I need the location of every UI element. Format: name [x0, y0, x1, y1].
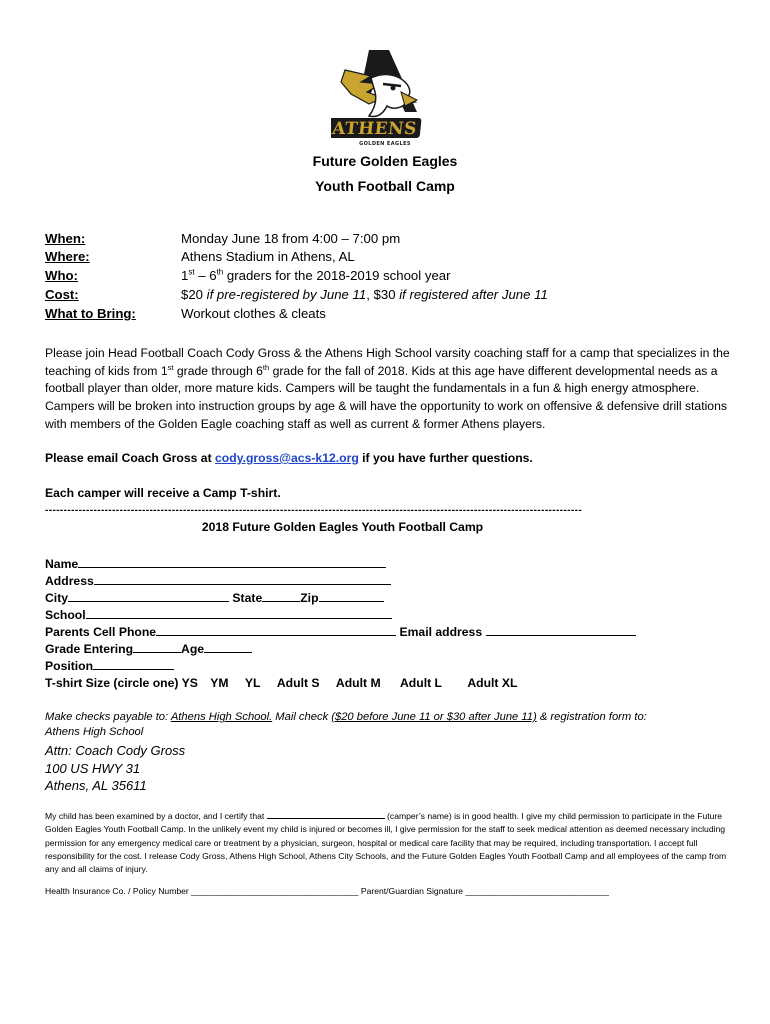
form-address-row: [45, 572, 391, 589]
payment-instructions: [45, 711, 735, 723]
page-title-line1: Future Golden Eagles: [312, 153, 458, 169]
logo-wordmark: [331, 118, 422, 147]
tshirt-note: Each camper will receive a Camp T-shirt.: [45, 486, 281, 500]
who-text-1: 1: [181, 268, 189, 283]
state-label: State: [232, 591, 263, 605]
name-label: Name: [45, 557, 79, 571]
description-sup-2: th: [262, 362, 270, 372]
info-who-row: [45, 267, 451, 285]
payment-amount: ($20 before June 11 or $30 after June 11): [331, 711, 537, 723]
payment-text-3: & registration form to:: [536, 711, 647, 723]
age-label: Age: [181, 642, 205, 656]
grade-entering-field[interactable]: [133, 640, 181, 653]
name-field[interactable]: [78, 555, 386, 568]
page-title-line2: Youth Football Camp: [315, 178, 455, 194]
position-field[interactable]: [93, 657, 174, 670]
payment-school: Athens High School: [45, 726, 144, 738]
info-bring-row: [45, 305, 326, 323]
parents-phone-field[interactable]: [156, 623, 396, 636]
bring-label: What to Bring:: [45, 306, 136, 321]
mailing-address: [45, 742, 185, 795]
form-position-row: [45, 657, 174, 674]
payment-payee: Athens High School.: [170, 711, 273, 723]
contact-suffix: if you have further questions.: [358, 451, 533, 465]
email-address-field[interactable]: [486, 623, 636, 636]
bring-value: Workout clothes & cleats: [181, 306, 326, 321]
size-option-adult-l[interactable]: Adult L: [400, 676, 442, 690]
contact-prefix: Please email Coach Gross at: [45, 451, 216, 465]
waiver-text-1: My child has been examined by a doctor, and I certify that: [45, 811, 267, 821]
guardian-signature-field[interactable]: ______________________________: [465, 886, 609, 896]
cost-label: Cost:: [45, 287, 79, 302]
address-line-1: Attn: Coach Cody Gross: [45, 743, 186, 758]
where-value: Athens Stadium in Athens, AL: [181, 249, 355, 264]
cost-text-4: if registered after June 11: [399, 287, 548, 302]
cost-text-3: , $30: [366, 287, 400, 302]
guardian-signature-label: Parent/Guardian Signature: [360, 886, 464, 896]
camper-name-field[interactable]: [267, 810, 385, 819]
form-phone-row: [45, 623, 636, 640]
when-label: When:: [45, 231, 86, 246]
info-cost-row: [45, 286, 548, 304]
where-label: Where:: [45, 249, 90, 264]
form-tshirt-row: [45, 675, 517, 692]
position-label: Position: [45, 659, 94, 673]
size-option-yl[interactable]: YL: [244, 676, 261, 690]
who-text-2: – 6: [194, 268, 217, 283]
info-where-row: [45, 248, 355, 266]
tear-off-divider: ------------------------------------------------------------------------------------------------------------------------------------------------: [45, 506, 583, 516]
school-field[interactable]: [86, 606, 392, 619]
description-text-2: grade through 6: [173, 363, 263, 378]
payment-text-2: Mail check: [272, 711, 332, 723]
cost-value: [181, 286, 548, 304]
who-sup-st: st: [188, 267, 195, 277]
signature-row: [45, 886, 609, 896]
grade-entering-label: Grade Entering: [45, 642, 134, 656]
address-field[interactable]: [94, 572, 391, 585]
logo-subtext: GOLDEN EAGLES: [359, 141, 411, 147]
parents-phone-label: Parents Cell Phone: [45, 625, 157, 639]
size-option-adult-xl[interactable]: Adult XL: [467, 676, 518, 690]
description-text-1: Please join Head Football Coach Cody Gross & the Athens High School varsity coaching staff for a camp that specializes in the teaching of kids from 1: [45, 346, 730, 378]
description-paragraph: [45, 345, 735, 434]
contact-line: [45, 451, 533, 465]
athens-eagle-logo: [331, 48, 433, 148]
form-city-row: [45, 589, 384, 606]
city-label: City: [45, 591, 69, 605]
medical-waiver: [45, 810, 735, 876]
logo-wordmark-text: ATHENS: [331, 119, 418, 139]
coach-email-link[interactable]: cody.gross@acs-k12.org: [215, 451, 359, 465]
who-value: [181, 267, 451, 285]
form-grade-row: [45, 640, 252, 657]
when-value: Monday June 18 from 4:00 – 7:00 pm: [181, 231, 401, 246]
state-field[interactable]: [262, 589, 300, 602]
address-line-3: Athens, AL 35611: [45, 778, 147, 794]
form-school-row: [45, 606, 392, 623]
age-field[interactable]: [204, 640, 252, 653]
address-line-2: 100 US HWY 31: [45, 760, 141, 776]
info-when-row: [45, 230, 400, 248]
cost-text-1: $20: [181, 287, 207, 302]
insurance-field[interactable]: ___________________________________: [191, 886, 359, 896]
form-name-row: [45, 555, 386, 572]
zip-field[interactable]: [319, 589, 384, 602]
size-option-adult-s[interactable]: Adult S: [276, 676, 320, 690]
registration-form-title: 2018 Future Golden Eagles Youth Football Camp: [201, 520, 484, 534]
cost-text-2: if pre-registered by June 11: [206, 287, 367, 302]
payment-text-1: Make checks payable to:: [45, 711, 171, 723]
description-sup-1: st: [167, 362, 174, 372]
waiver-text-2: (camper’s name) is in good health. I give my child permission to participate in the Future Golden Eagles Youth Football Camp. In the unlikely event my child is injured or becomes ill, I give permission for the staff to seek medical attention as deemed necessary including permission for any emergency medical care or treatment by a physician, surgeon, hospital or medical care facility that may be required, including transportation. I accept full responsibility for the cost. I release Cody Gross, Athens High School, Athens City Schools, and the Future Golden Eagles Youth Football Camp and all employees of the camp from any and all claims of injury.: [45, 811, 727, 875]
size-option-adult-m[interactable]: Adult M: [335, 676, 381, 690]
description-text-3: grade for the fall of 2018. Kids at this age have different developmental needs as a football player than older, more mature kids. Campers will be taught the fundamentals in a fun & high energy atmosphere. Campers will be broken into instruction groups by age & will have the opportunity to work on offensive & defensive drill stations with members of the Golden Eagle coaching staff as well as current & former Athens players.: [45, 363, 727, 431]
who-text-3: graders for the 2018-2019 school year: [223, 268, 451, 283]
address-label: Address: [45, 574, 94, 588]
who-sup-th: th: [216, 267, 224, 277]
zip-label: Zip: [300, 591, 319, 605]
insurance-label: Health Insurance Co. / Policy Number: [45, 886, 189, 896]
tshirt-size-label: T-shirt Size (circle one) YS: [45, 676, 198, 690]
size-option-ym[interactable]: YM: [210, 676, 229, 690]
school-label: School: [45, 608, 86, 622]
city-field[interactable]: [68, 589, 229, 602]
email-address-label: Email address: [399, 625, 486, 639]
who-label: Who:: [45, 268, 78, 283]
